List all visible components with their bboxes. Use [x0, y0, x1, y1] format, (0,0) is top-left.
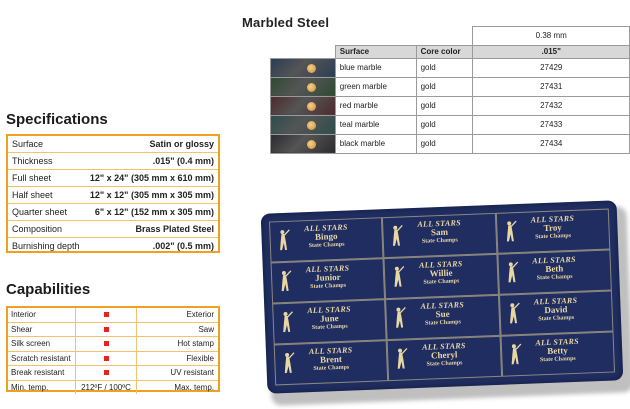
spec-label: Thickness — [12, 156, 53, 166]
marble-row — [271, 58, 630, 77]
marble-row — [271, 115, 630, 134]
product-number-cell: 27429 — [473, 58, 630, 77]
baseball-player-icon — [504, 261, 519, 284]
tag-name: Betty — [547, 345, 568, 356]
capability-left: Interior — [11, 310, 36, 320]
spec-row — [8, 170, 218, 187]
tag-team: ALL STARS — [308, 345, 353, 357]
marbled-steel-title: Marbled Steel — [242, 15, 330, 30]
spec-value: 12" x 12" (305 mm x 305 mm) — [89, 190, 214, 200]
capability-left: Silk screen — [11, 339, 51, 349]
surface-header: Surface — [335, 45, 416, 58]
tag-caption: State Champs — [538, 314, 575, 323]
core-color-cell: gold — [416, 134, 473, 153]
tag-caption: State Champs — [535, 233, 572, 241]
capability-right: Max. temp. — [174, 382, 214, 392]
spec-label: Quarter sheet — [12, 207, 68, 217]
plate-tag — [387, 336, 502, 381]
core-color-cell: gold — [416, 96, 473, 115]
capability-left: Shear — [11, 324, 33, 334]
plate-tag — [271, 258, 386, 303]
plate-tag — [500, 331, 615, 376]
capability-mark — [75, 381, 137, 395]
capability-right: Exterior — [186, 310, 214, 320]
marble-swatch — [271, 134, 336, 153]
baseball-player-icon — [394, 347, 409, 370]
tag-caption: State Champs — [311, 323, 348, 332]
tag-name: Junior — [314, 271, 341, 283]
tag-team: ALL STARS — [535, 336, 580, 348]
baseball-player-icon — [278, 270, 293, 293]
tag-caption: State Champs — [423, 278, 460, 286]
baseball-player-icon — [393, 306, 408, 329]
core-color-cell: gold — [416, 77, 473, 96]
tag-name: Troy — [543, 222, 563, 234]
tag-caption: State Champs — [310, 282, 347, 291]
tag-name: June — [319, 312, 339, 324]
red-square-icon — [104, 356, 109, 361]
spec-row — [8, 153, 218, 170]
tag-team: ALL STARS — [420, 300, 465, 311]
tag-caption: State Champs — [426, 360, 463, 368]
spec-label: Surface — [12, 139, 44, 149]
capability-row — [8, 337, 218, 352]
plate-tag — [382, 213, 497, 258]
plate-tag — [272, 299, 387, 344]
capability-right: Flexible — [186, 353, 214, 363]
tag-team: ALL STARS — [421, 341, 466, 352]
product-number-cell: 27431 — [473, 77, 630, 96]
capabilities-title: Capabilities — [6, 281, 91, 298]
plate-tag — [499, 290, 614, 335]
core-color-cell: gold — [416, 115, 473, 134]
red-square-icon — [104, 312, 109, 317]
specifications-title: Specifications — [6, 111, 108, 128]
capability-row — [8, 381, 218, 395]
marble-swatch — [271, 77, 336, 96]
baseball-player-icon — [279, 311, 294, 334]
plate-tag — [274, 340, 389, 385]
marble-swatch — [271, 115, 336, 134]
tag-name: Beth — [545, 263, 564, 275]
tag-name: Cheryl — [430, 349, 458, 361]
marble-row — [271, 96, 630, 115]
tag-name: David — [544, 304, 568, 316]
baseball-player-icon — [391, 265, 406, 288]
baseball-player-icon — [276, 229, 291, 252]
capability-row — [8, 366, 218, 381]
surface-cell: green marble — [335, 77, 416, 96]
surface-cell: black marble — [335, 134, 416, 153]
baseball-player-icon — [507, 343, 522, 366]
tag-name: Sue — [435, 308, 450, 320]
tag-team: ALL STARS — [533, 295, 578, 307]
spec-label: Composition — [12, 224, 63, 234]
capability-left: Min. temp. — [11, 382, 49, 392]
capability-right: Saw — [198, 324, 214, 334]
marble-row — [271, 134, 630, 153]
capability-center-text: 212ºF / 100ºC — [81, 382, 131, 392]
hole-icon — [307, 102, 316, 111]
marble-swatch — [271, 58, 336, 77]
thickness-mm-cell: 0.38 mm — [473, 27, 630, 46]
spec-value: 12" x 24" (305 mm x 610 mm) — [89, 173, 214, 183]
marble-row — [271, 77, 630, 96]
capability-mark — [75, 366, 137, 380]
capability-mark — [75, 323, 137, 337]
plate-tag — [495, 209, 610, 254]
hole-icon — [307, 140, 316, 149]
thickness-in-header: .015" — [473, 45, 630, 58]
plate-tag — [497, 250, 612, 295]
product-number-cell: 27433 — [473, 115, 630, 134]
capability-mark — [75, 308, 137, 322]
tag-name: Willie — [429, 267, 453, 279]
product-number-cell: 27434 — [473, 134, 630, 153]
baseball-player-icon — [281, 352, 296, 375]
marble-swatch — [271, 96, 336, 115]
spec-value: Satin or glossy — [149, 139, 214, 149]
spec-label: Full sheet — [12, 173, 52, 183]
tag-caption: State Champs — [313, 364, 350, 372]
tag-caption: State Champs — [536, 273, 573, 282]
tag-team: ALL STARS — [532, 254, 576, 266]
capability-row — [8, 308, 218, 323]
tag-caption: State Champs — [308, 241, 345, 250]
tag-team: ALL STARS — [418, 259, 463, 270]
capability-mark — [75, 337, 137, 351]
tag-caption: State Champs — [424, 319, 462, 327]
tag-caption: State Champs — [539, 355, 576, 364]
specifications-table — [6, 134, 220, 253]
hole-icon — [307, 83, 316, 92]
plate-tag — [385, 295, 500, 340]
tag-team: ALL STARS — [530, 213, 575, 225]
tag-name: Sam — [430, 226, 449, 238]
capability-row — [8, 323, 218, 338]
capability-right: UV resistant — [170, 368, 214, 378]
tag-name: Brent — [319, 353, 343, 365]
red-square-icon — [104, 341, 109, 346]
spec-row — [8, 221, 218, 238]
spec-value: .002" (0.5 mm) — [152, 241, 214, 251]
capability-row — [8, 352, 218, 367]
baseball-player-icon — [390, 224, 405, 247]
surface-cell: blue marble — [335, 58, 416, 77]
surface-cell: teal marble — [335, 115, 416, 134]
spec-row — [8, 187, 218, 204]
spec-value: Brass Plated Steel — [135, 224, 214, 234]
spec-value: 6" x 12" (152 mm x 305 mm) — [94, 207, 214, 217]
plate-tag — [384, 254, 499, 299]
spec-row — [8, 136, 218, 153]
spec-row — [8, 204, 218, 221]
capability-mark — [75, 352, 137, 366]
surface-cell: red marble — [335, 96, 416, 115]
tag-team: ALL STARS — [303, 222, 348, 234]
tag-team: ALL STARS — [417, 218, 462, 229]
tag-team: ALL STARS — [307, 304, 351, 316]
marbled-steel-table — [270, 26, 630, 154]
product-number-cell: 27432 — [473, 96, 630, 115]
spec-label: Burnishing depth — [12, 241, 80, 251]
tag-team: ALL STARS — [305, 263, 350, 275]
baseball-player-icon — [506, 302, 521, 325]
core-color-header: Core color — [416, 45, 473, 58]
hole-icon — [307, 121, 316, 130]
spec-value: .015" (0.4 mm) — [152, 156, 214, 166]
red-square-icon — [104, 327, 109, 332]
hole-icon — [307, 64, 316, 73]
spec-label: Half sheet — [12, 190, 53, 200]
capability-left: Scratch resistant — [11, 353, 71, 363]
baseball-player-icon — [503, 220, 518, 243]
plate-tag — [269, 217, 384, 262]
tag-caption: State Champs — [421, 237, 458, 245]
capability-right: Hot stamp — [177, 339, 214, 349]
capabilities-table — [6, 306, 220, 392]
red-square-icon — [104, 370, 109, 375]
plate-tag-grid — [269, 209, 615, 386]
tag-name: Bingo — [314, 230, 338, 242]
core-color-cell: gold — [416, 58, 473, 77]
engraved-plate-image — [261, 200, 624, 394]
spec-row — [8, 238, 218, 254]
capability-left: Break resistant — [11, 368, 65, 378]
